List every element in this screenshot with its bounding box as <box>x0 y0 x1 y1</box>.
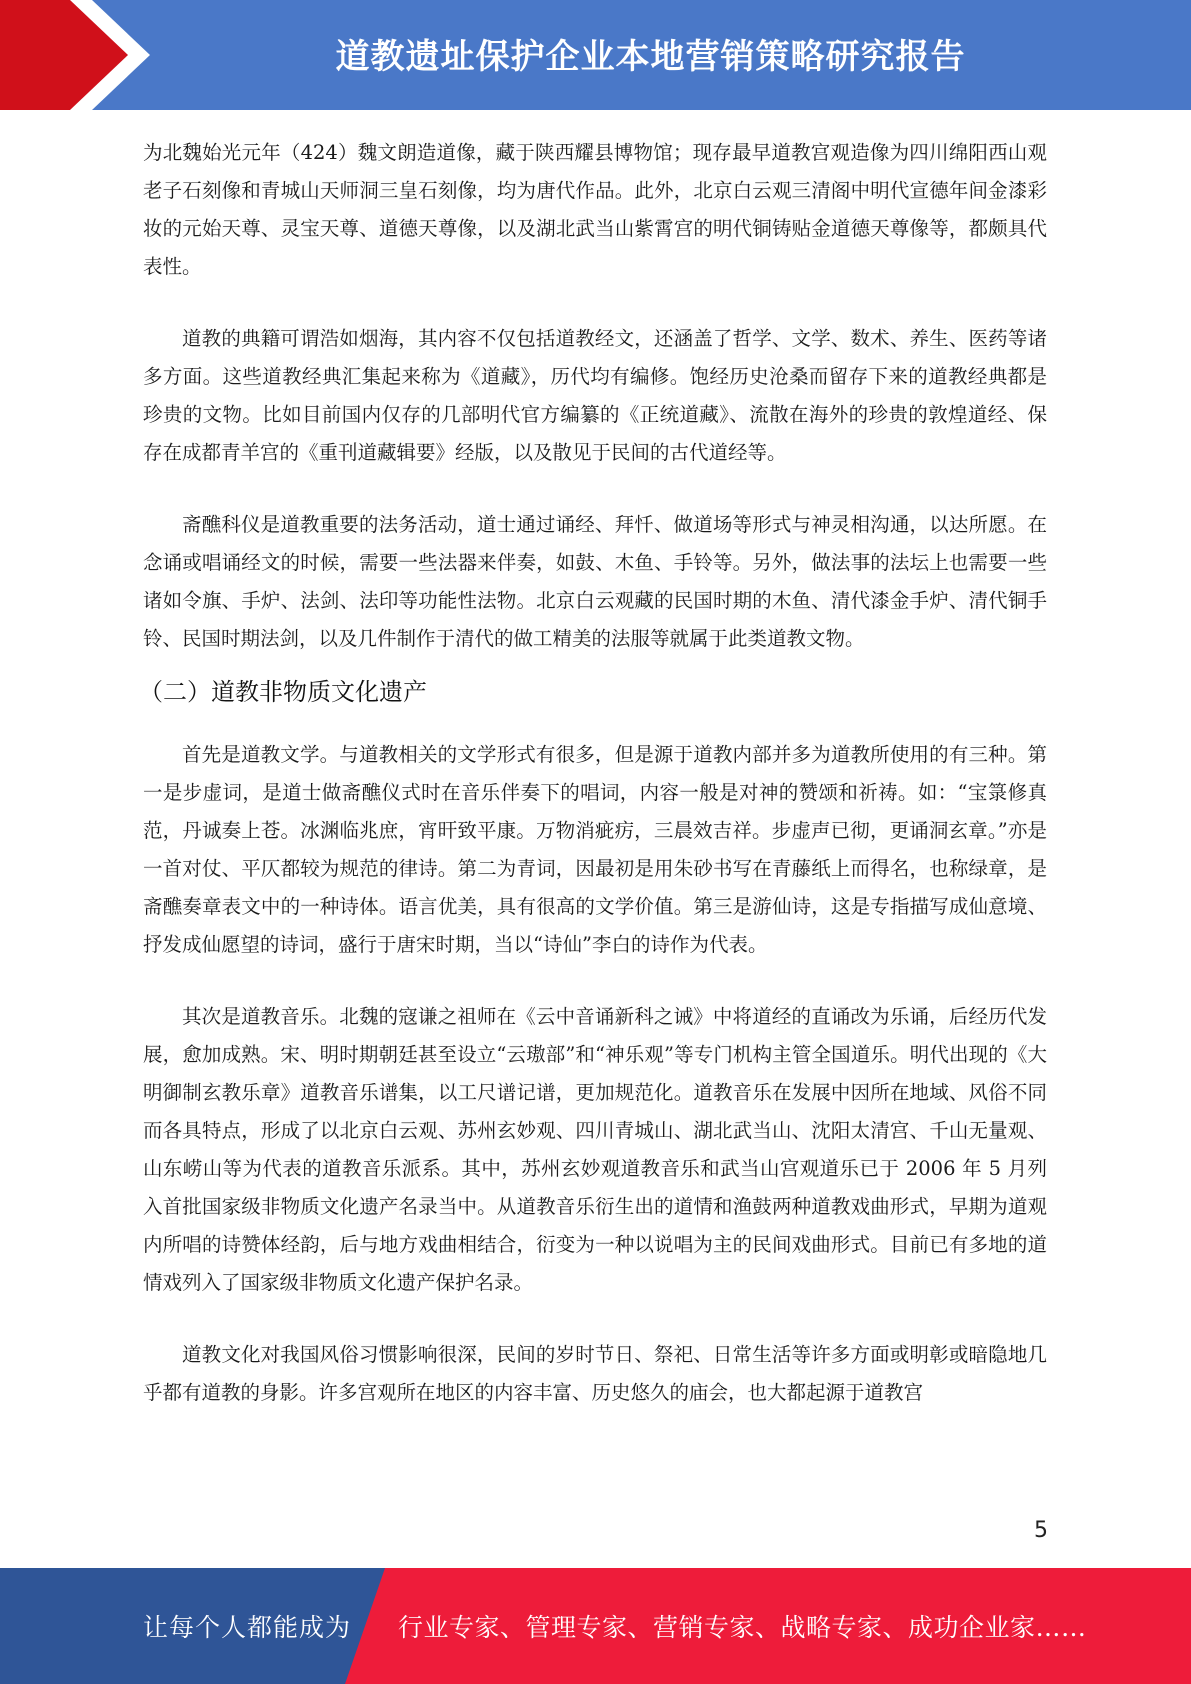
section-heading: （二）道教非物质文化遗产 <box>139 678 427 706</box>
paragraph: 为北魏始光元年（424）魏文朗造道像，藏于陕西耀县博物馆；现存最早道教宫观造像为四川绵阳西山观老子石刻像和青城山天师洞三皇石刻像，均为唐代作品。此外，北京白云观三清阁中明代宣德年间金漆彩妆的元始天尊、灵宝天尊、道德天尊像，以及湖北武当山紫霄宫的明代铜铸贴金道德天尊像等，都颇具代表性。 <box>143 141 1047 278</box>
paragraph: 首先是道教文学。与道教相关的文学形式有很多，但是源于道教内部并多为道教所使用的有三种。第一是步虚词，是道士做斋醮仪式时在音乐伴奏下的唱词，内容一般是对神的赞颂和祈祷。如：“宝箓修真范，丹诚奏上苍。冰渊临兆庶，宵旰致平康。万物消疵疠，三晨效吉祥。步虚声已彻，更诵洞玄章。”亦是一首对仗、平仄都较为规范的律诗。第二为青词，因最初是用朱砂书写在青藤纸上而得名，也称绿章，是斋醮奏章表文中的一种诗体。语言优美，具有很高的文学价值。第三是游仙诗，这是专指描写成仙意境、抒发成仙愿望的诗词，盛行于唐宋时期，当以“诗仙”李白的诗作为代表。 <box>143 743 1047 956</box>
document-body <box>139 134 1047 1412</box>
footer-slogan-left: 让每个人都能成为 <box>143 1613 352 1642</box>
page-number: 5 <box>1034 1518 1048 1543</box>
paragraph: 其次是道教音乐。北魏的寇谦之祖师在《云中音诵新科之诫》中将道经的直诵改为乐诵，后经历代发展，愈加成熟。宋、明时期朝廷甚至设立“云璈部”和“神乐观”等专门机构主管全国道乐。明代出现的《大明御制玄教乐章》道教音乐谱集，以工尺谱记谱，更加规范化。道教音乐在发展中因所在地域、风俗不同而各具特点，形成了以北京白云观、苏州玄妙观、四川青城山、湖北武当山、沈阳太清宫、千山无量观、山东崂山等为代表的道教音乐派系。其中，苏州玄妙观道教音乐和武当山宫观道乐已于 2006 年 5 月列入首批国家级非物质文化遗产名录当中。从道教音乐衍生出的道情和渔鼓两种道教戏曲形式，早期为道观内所唱的诗赞体经韵，后与地方戏曲相结合，衍变为一种以说唱为主的民间戏曲形式。目前已有多地的道情戏列入了国家级非物质文化遗产保护名录。 <box>143 1005 1047 1294</box>
paragraph: 道教的典籍可谓浩如烟海，其内容不仅包括道教经文，还涵盖了哲学、文学、数术、养生、医药等诸多方面。这些道教经典汇集起来称为《道藏》，历代均有编修。饱经历史沧桑而留存下来的道教经典都是珍贵的文物。比如目前国内仅存的几部明代官方编纂的《正统道藏》、流散在海外的珍贵的敦煌道经、保存在成都青羊宫的《重刊道藏辑要》经版，以及散见于民间的古代道经等。 <box>143 327 1047 464</box>
paragraph: 斋醮科仪是道教重要的法务活动，道士通过诵经、拜忏、做道场等形式与神灵相沟通，以达所愿。在念诵或唱诵经文的时候，需要一些法器来伴奏，如鼓、木鱼、手铃等。另外，做法事的法坛上也需要一些诸如令旗、手炉、法剑、法印等功能性法物。北京白云观藏的民国时期的木鱼、清代漆金手炉、清代铜手铃、民国时期法剑，以及几件制作于清代的做工精美的法服等就属于此类道教文物。 <box>143 513 1047 650</box>
footer-slogan-right: 行业专家、管理专家、营销专家、战略专家、成功企业家…… <box>398 1613 1087 1642</box>
page-header <box>0 0 1191 110</box>
paragraph: 道教文化对我国风俗习惯影响很深，民间的岁时节日、祭祀、日常生活等许多方面或明彰或暗隐地几乎都有道教的身影。许多宫观所在地区的内容丰富、历史悠久的庙会，也大都起源于道教宫 <box>143 1343 1047 1404</box>
report-title: 道教遗址保护企业本地营销策略研究报告 <box>335 36 966 77</box>
page-footer <box>0 1568 1191 1684</box>
